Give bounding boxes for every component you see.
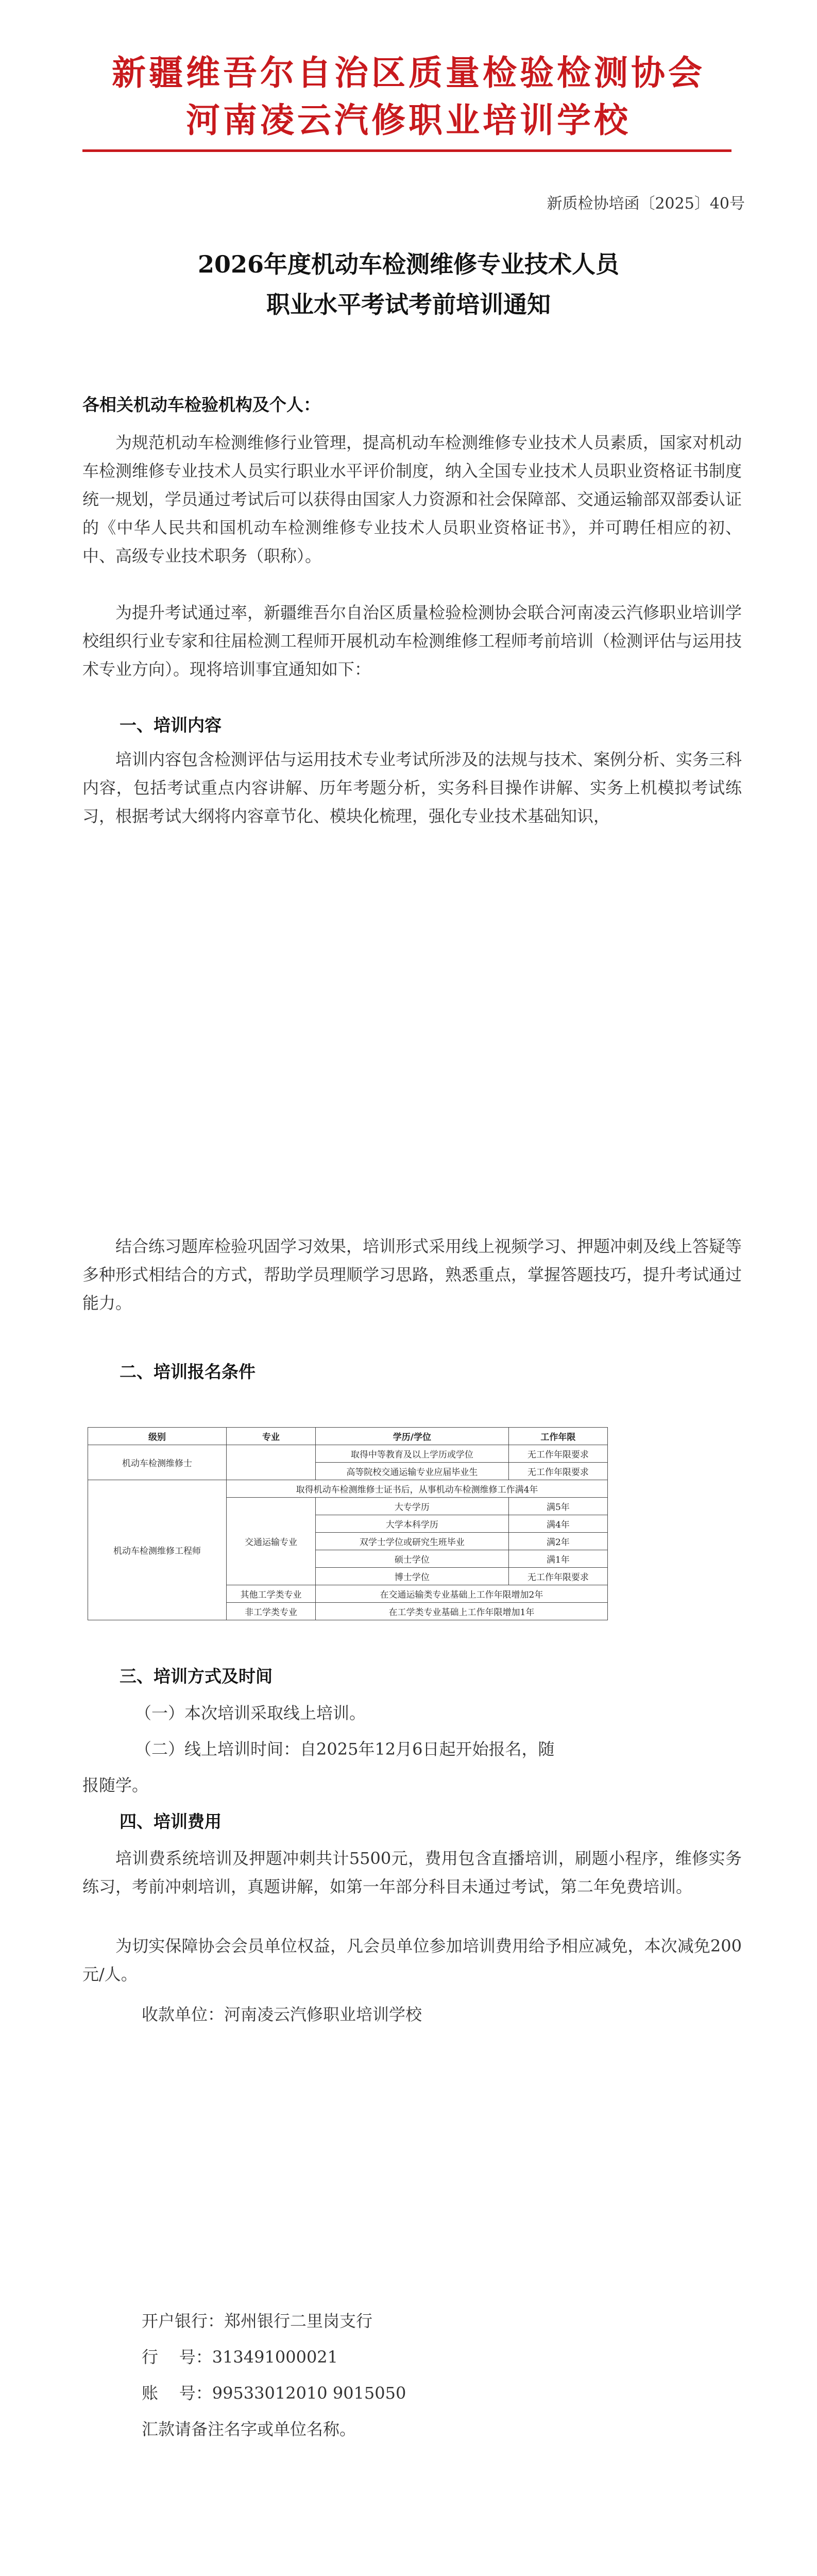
table-cell-degree: 双学士学位或研究生班毕业: [315, 1533, 508, 1550]
account-number-row: [142, 2380, 406, 2404]
bank-code-label: 行 号：: [142, 2347, 212, 2367]
table-header-cell: 学历/学位: [315, 1428, 508, 1445]
table-cell-degree: 在工学类专业基础上工作年限增加1年: [315, 1603, 607, 1620]
table-cell-years: 满4年: [508, 1515, 607, 1533]
table-cell-major: [226, 1445, 315, 1480]
table-cell-level: 机动车检测维修士: [88, 1445, 227, 1480]
table-cell-major: 其他工学类专业: [226, 1585, 315, 1603]
table-cell-major: 非工学类专业: [226, 1603, 315, 1620]
paragraph-intro: 为规范机动车检测维修行业管理，提高机动车检测维修专业技术人员素质，国家对机动车检测维修专业技术人员实行职业水平评价制度，纳入全国专业技术人员职业资格证书制度统一规划，学员通过考试后可以获得由国家人力资源和社会保障部、交通运输部双部委认证的《中华人民共和国机动车检测维修专业技术人员职业资格证书》，并可聘任相应的初、中、高级专业技术职务（职称）。: [82, 433, 742, 566]
header-org-line-1: 新疆维吾尔自治区质量检验检测协会: [112, 53, 705, 93]
paragraph-purpose: 为提升考试通过率，新疆维吾尔自治区质量检验检测协会联合河南凌云汽修职业培训学校组织行业专家和往届检测工程师开展机动车检测维修工程师考前培训（检测评估与运用技术专业方向）。现将培训事宜通知如下：: [82, 603, 742, 679]
table-header-cell: 级别: [88, 1428, 227, 1445]
salutation: 各相关机动车检验机构及个人：: [82, 395, 320, 415]
table-header-cell: 工作年限: [508, 1428, 607, 1445]
training-mode-line-3: 报随学。: [82, 1775, 149, 1795]
title-line-2: 职业水平考试考前培训通知: [266, 291, 551, 318]
paragraph-discount: 为切实保障协会会员单位权益，凡会员单位参加培训费用给予相应减免，本次减免200元/人。: [82, 1936, 742, 1984]
paragraph-fee: 培训费系统培训及押题冲刺共计5500元，费用包含直播培训，刷题小程序，维修实务练习，考前冲刺培训，真题讲解，如第一年部分科目未通过考试，第二年免费培训。: [82, 1849, 742, 1896]
table-cell-level: 机动车检测维修工程师: [88, 1480, 227, 1620]
heading-enrollment-conditions: 二、培训报名条件: [120, 1362, 256, 1382]
table-cell-major: 交通运输专业: [226, 1498, 315, 1585]
account-number-value: 99533012010 9015050: [212, 2383, 406, 2403]
training-mode-line-1: （一）本次培训采取线上培训。: [135, 1703, 366, 1723]
document-number: 新质检协培函〔2025〕40号: [547, 195, 745, 213]
table-cell-degree: 取得中等教育及以上学历或学位: [315, 1445, 508, 1463]
header-red-divider: [82, 149, 731, 152]
enrollment-conditions-table: [88, 1427, 608, 1620]
paragraph-content-part-2: 结合练习题库检验巩固学习效果，培训形式采用线上视频学习、押题冲刺及线上答疑等多种形式相结合的方式，帮助学员理顺学习思路，熟悉重点，掌握答题技巧，提升考试通过能力。: [82, 1236, 742, 1313]
bank-name-label: 开户银行：: [142, 2311, 225, 2331]
header-org-line-2: 河南凌云汽修职业培训学校: [186, 100, 631, 140]
table-cell-degree: 取得机动车检测维修士证书后，从事机动车检测维修工作满4年: [226, 1480, 607, 1498]
table-cell-degree: 高等院校交通运输专业应届毕业生: [315, 1463, 508, 1480]
table-cell-degree: 大学本科学历: [315, 1515, 508, 1533]
bank-code-value: 313491000021: [212, 2347, 338, 2367]
remittance-note: 汇款请备注名字或单位名称。: [142, 2419, 356, 2439]
table-cell-years: 满1年: [508, 1550, 607, 1568]
table-cell-years: 满2年: [508, 1533, 607, 1550]
bank-code-row: [142, 2344, 338, 2368]
table-header-cell: 专业: [226, 1428, 315, 1445]
table-cell-degree: 硕士学位: [315, 1550, 508, 1568]
heading-training-content: 一、培训内容: [120, 715, 222, 735]
heading-training-fee: 四、培训费用: [120, 1811, 222, 1832]
title-line-1: 2026年度机动车检测维修专业技术人员: [197, 250, 620, 278]
table-cell-degree: 博士学位: [315, 1568, 508, 1585]
bank-name-row: [142, 2308, 372, 2332]
table-cell-years: 无工作年限要求: [508, 1445, 607, 1463]
paragraph-content-part-1: 培训内容包含检测评估与运用技术专业考试所涉及的法规与技术、案例分析、实务三科内容，包括考试重点内容讲解、历年考题分析，实务科目操作讲解、实务上机模拟考试练习，根据考试大纲将内容章节化、模块化梳理，强化专业技术基础知识，: [82, 750, 742, 826]
payee: 收款单位：河南凌云汽修职业培训学校: [142, 2005, 422, 2024]
account-number-label: 账 号：: [142, 2383, 212, 2403]
training-mode-line-2: （二）线上培训时间：自2025年12月6日起开始报名，随: [135, 1739, 555, 1759]
table-header-row: [88, 1428, 608, 1445]
table-row: [88, 1480, 608, 1498]
table-cell-years: 无工作年限要求: [508, 1568, 607, 1585]
table-cell-degree: 在交通运输类专业基础上工作年限增加2年: [315, 1585, 607, 1603]
table-row: [88, 1445, 608, 1463]
table-cell-years: 无工作年限要求: [508, 1463, 607, 1480]
table-cell-years: 满5年: [508, 1498, 607, 1515]
heading-training-mode: 三、培训方式及时间: [120, 1666, 273, 1686]
table-cell-degree: 大专学历: [315, 1498, 508, 1515]
bank-name-value: 郑州银行二里岗支行: [224, 2311, 373, 2331]
